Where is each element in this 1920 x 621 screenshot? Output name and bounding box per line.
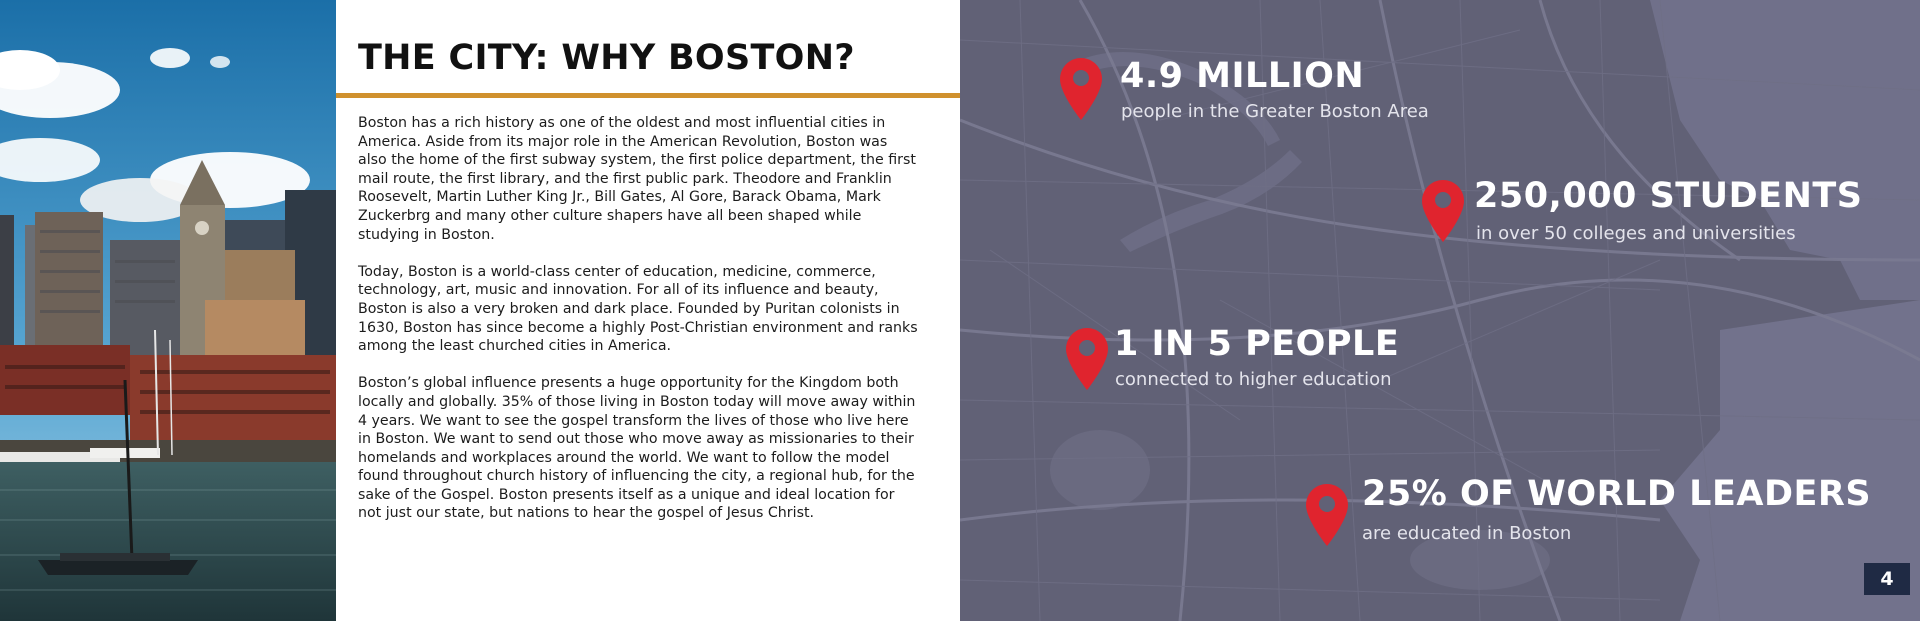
boston-map-panel: [960, 0, 1920, 621]
stat-headline: 4.9 MILLION: [1120, 56, 1365, 96]
stat-headline: 250,000 STUDENTS: [1474, 176, 1863, 216]
stat-headline: 1 IN 5 PEOPLE: [1114, 324, 1400, 364]
body-text: [358, 114, 920, 542]
paragraph-today: Today, Boston is a world-class center of education, medicine, commerce, technology, art, music and innovation. For all of its influence and beauty, Boston is also a very broken and dark place. Founded by Puritan colonists in 1630, Boston has since become a highly Post-Christian environment and ranks among the least churched cities in America.: [358, 263, 918, 355]
paragraph-history: Boston has a rich history as one of the oldest and most influential cities in America. Aside from its major role in the American Revolution, Boston was also the home of the first subway system, the first police department, the first mail route, the first library, and the first public park. Theodore and Franklin Roosevelt, Martin Luther King Jr., Bill Gates, Al Gore, Barack Obama, Mark Zuckerbrg and many other culture shapers have all been shaped while studying in Boston.: [358, 115, 916, 243]
page-number-badge: 4: [1864, 563, 1910, 595]
stat-headline: 25% OF WORLD LEADERS: [1362, 474, 1872, 514]
stat-caption: in over 50 colleges and universities: [1476, 223, 1796, 244]
stat-caption: are educated in Boston: [1362, 523, 1572, 544]
boston-harbor-photo: [0, 0, 336, 621]
map-pin-icon: [1422, 180, 1464, 242]
text-column: [336, 0, 960, 621]
map-pin-icon: [1306, 484, 1348, 546]
title-divider: [336, 93, 960, 98]
paragraph-opportunity: Boston’s global influence presents a huge opportunity for the Kingdom both locally and globally. 35% of those living in Boston today will move away within 4 years. We want to see the gospel transform the lives of those who live here in Boston. We want to send out those who move away as missionaries to their homelands and workplaces around the world. We want to follow the model found throughout church history of influencing the city, a regional hub, for the sake of the Gospel. Boston presents itself as a unique and ideal location for not just our state, but nations to hear the gospel of Jesus Christ.: [358, 375, 916, 522]
stat-caption: people in the Greater Boston Area: [1121, 101, 1429, 122]
stat-caption: connected to higher education: [1115, 369, 1392, 390]
map-pin-icon: [1060, 58, 1102, 120]
page-title: THE CITY: WHY BOSTON?: [358, 38, 855, 78]
map-pin-icon: [1066, 328, 1108, 390]
